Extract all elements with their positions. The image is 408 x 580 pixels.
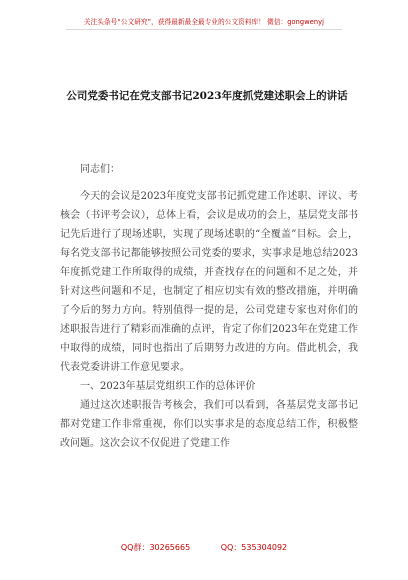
greeting: 同志们： — [80, 164, 120, 175]
header-banner: 关注头条号“公文研究”，获得最新最全最专业的公文资料库！ 微信：gongwenyj — [83, 18, 325, 26]
footer-qq-group: QQ群：30265665 — [120, 543, 191, 552]
document-body — [60, 160, 358, 453]
footer-qq: QQ：535304092 — [220, 543, 288, 552]
paragraph: 今天的会议是2023年度党支部书记抓党建工作述职、评议、考核会（书评考会议），总体上看，会议是成功的会上，基层党支部书记先后进行了现场述职，实现了现场述职的“全覆盖”目标。会上，每名党支部书记都能够按照公司党委的要求，实事求是地总结2023年度抓党建工作所取得的成绩，并查找存在的问题和不足之处，并针对这些问题和不足，也制定了相应切实有效的整改措施，并明确了今后的努力方向。特别值得一提的是，公司党建专家也对你们的述职报告进行了精彩而准确的点评，肯定了你们2023年在党建工作中取得的成绩，同时也指出了后期努力改进的方向。借此机会，我代表党委讲讲工作意见要求。 — [60, 191, 358, 373]
footer — [0, 542, 408, 553]
paragraph: 通过这次述职报告考核会，我们可以看到，各基层党支部书记都对党建工作非常重视，你们以实事求是的态度总结工作，积极整改问题。这次会议不仅促进了党建工作 — [60, 400, 358, 449]
document-title: 公司党委书记在党支部书记2023年度抓党建述职会上的讲话 — [66, 90, 348, 102]
section-heading: 一、2023年基层党组织工作的总体评价 — [80, 381, 256, 392]
header-divider — [66, 29, 342, 30]
